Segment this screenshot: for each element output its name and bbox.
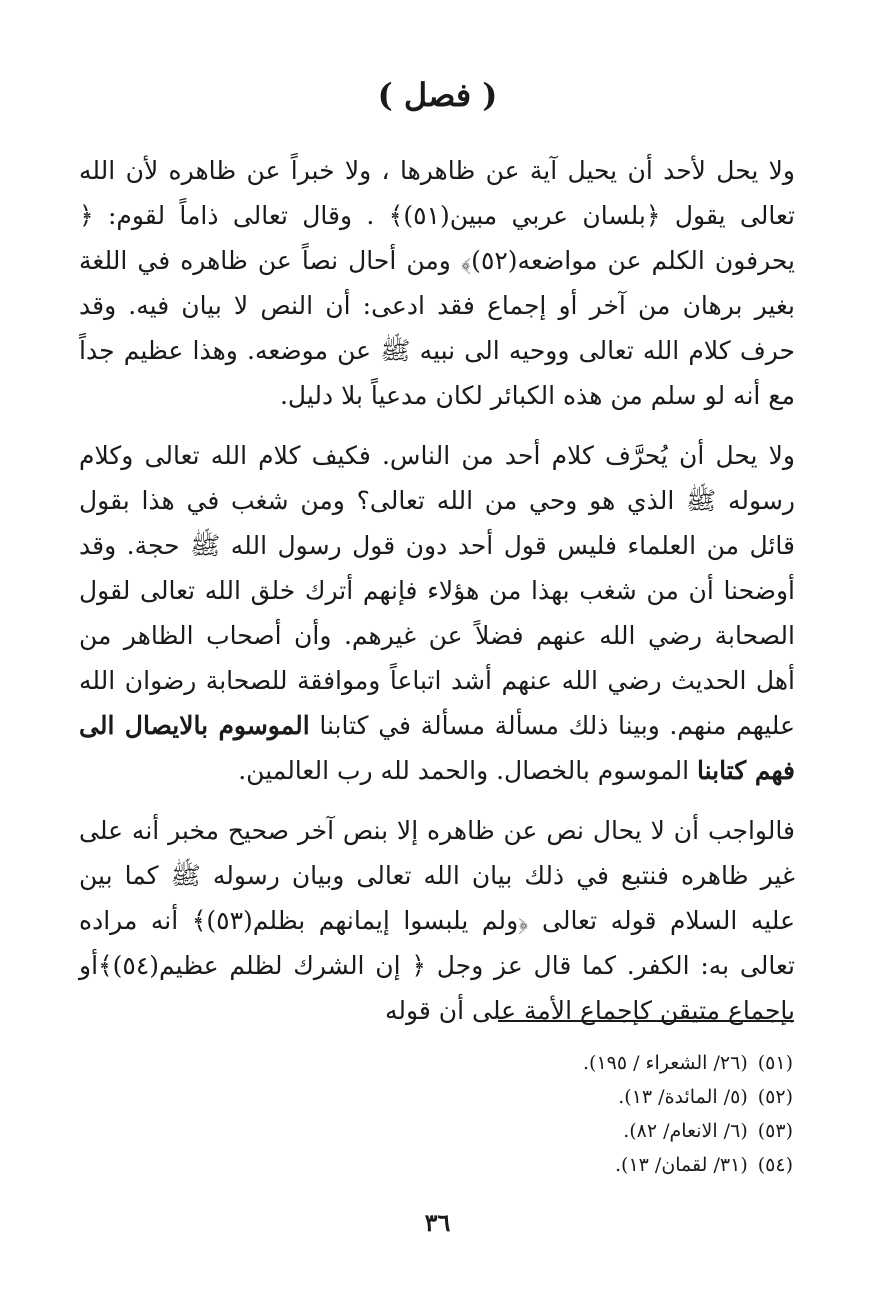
body-text: [79, 148, 795, 1048]
paragraph-1: [79, 148, 795, 418]
section-heading: ( فصل ): [377, 76, 498, 114]
footnote-number: (٥١): [757, 1052, 793, 1074]
footnote: [373, 1046, 793, 1080]
paragraph-2: [79, 433, 795, 793]
footnote-text: (٦/ الانعام/ ٨٢).: [623, 1120, 748, 1142]
footnotes: [373, 1046, 793, 1182]
footnote-text: (٥/ المائدة/ ١٣).: [618, 1086, 748, 1108]
footnote: [373, 1080, 793, 1114]
footnote-text: (٢٦/ الشعراء / ١٩٥).: [583, 1052, 748, 1074]
page-number: ٣٦: [424, 1208, 451, 1237]
paragraph-2-text-start: ولا يحل أن يُحرَّف كلام أحد من الناس. فكيف كلام الله تعالى وكلام رسوله ﷺ الذي هو وحي من الله تعالى؟ ومن شغب في هذا بقول قائل من العلماء فليس قول أحد دون قول رسول الله ﷺ حجة. وقد أوضحنا أن من شغب بهذا من هؤلاء فإنهم أترك خلق الله تعالى لقول الصحابة رضي الله عنهم فضلاً عن غيرهم. وأن أصحاب الظاهر من أهل الحديث رضي الله عنهم أشد اتباعاً وموافقة للصحابة رضوان الله عليهم منهم. وبينا ذلك مسألة مسألة في كتابنا: [79, 441, 795, 740]
paragraph-3-text: فالواجب أن لا يحال نص عن ظاهره إلا بنص آخر صحيح مخبر أنه على غير ظاهره فنتبع في ذلك بيان الله تعالى وبيان رسوله ﷺ كما بين عليه السلام قوله تعالى ﴿ولم يلبسوا إيمانهم بظلم(٥٣)﴾ أنه مراده تعالى به: الكفر. كما قال عز وجل ﴿ إن الشرك لظلم عظيم(٥٤)﴾أو بإجماع متيقن كإجماع الأمة على أن قوله: [79, 816, 796, 1025]
footnote: [373, 1114, 793, 1148]
footnote-text: (٣١/ لقمان/ ١٣).: [615, 1154, 748, 1176]
book-title-phrase: الموسوم بالايصال الى فهم كتابنا: [79, 711, 795, 785]
footnote-number: (٥٤): [757, 1154, 793, 1176]
paragraph-3: [79, 808, 795, 1033]
footnote: [373, 1148, 793, 1182]
paragraph-1-text: ولا يحل لأحد أن يحيل آية عن ظاهرها ، ولا خبراً عن ظاهره لأن الله تعالى يقول ﴿بلسان عربي مبين(٥١)﴾ . وقال تعالى ذاماً لقوم: ﴿ يحرفون الكلم عن مواضعه(٥٢)﴾ ومن أحال نصاً عن ظاهره في اللغة بغير برهان من آخر أو إجماع فقد ادعى: أن النص لا بيان فيه. وقد حرف كلام الله تعالى ووحيه الى نبيه ﷺ عن موضعه. وهذا عظيم جداً مع أنه لو سلم من هذه الكبائر لكان مدعياً بلا دليل.: [79, 156, 795, 410]
paragraph-2-text-end: الموسوم بالخصال. والحمد لله رب العالمين.: [238, 756, 697, 785]
footnote-divider: [498, 1020, 794, 1022]
footnote-number: (٥٣): [757, 1120, 793, 1142]
footnote-number: (٥٢): [757, 1086, 793, 1108]
